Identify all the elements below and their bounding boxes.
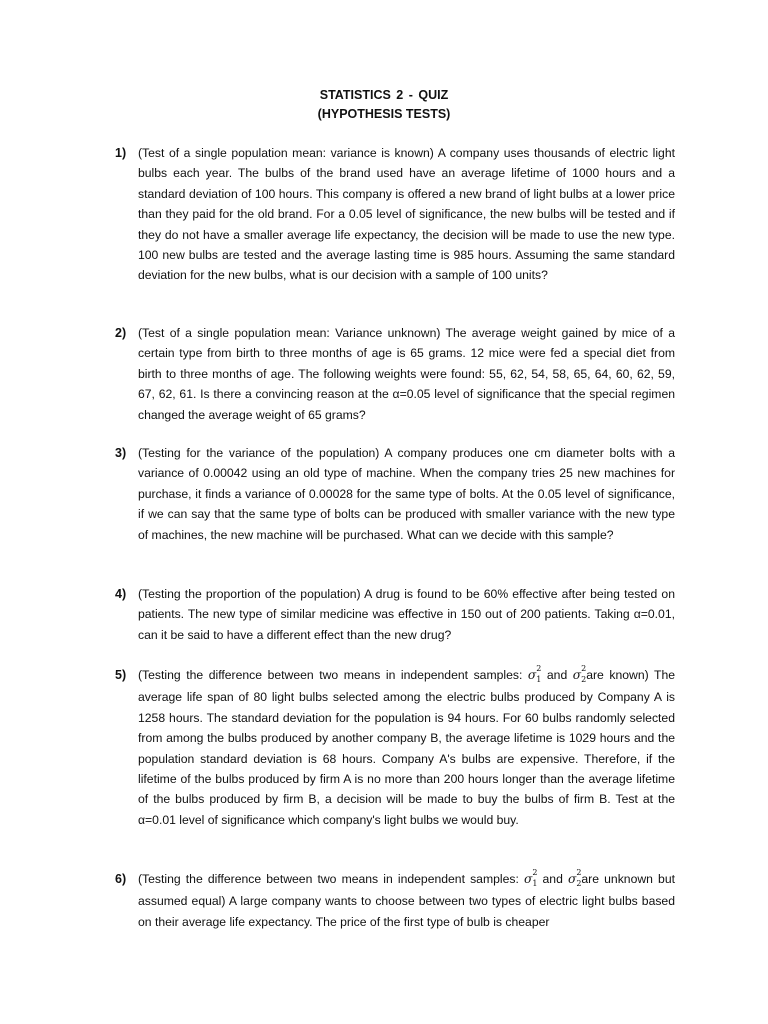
question-text: (Test of a single population mean: variance is known) A company uses thousands of electric light bulbs each year. The bulbs of the brand used have an average lifetime of 1000 hours and a standard deviation of 100 hours. This company is offered a new brand of light bulbs at a lower price than they paid for the old brand. For a 0.05 level of significance, the new bulbs will be tested and if they do not have a smaller average life expectancy, the decision will be made to use the new type. 100 new bulbs are tested and the average lasting time is 985 hours. Assuming the same standard deviation for the new bulbs, what is our decision with a sample of 100 units? — [138, 146, 675, 283]
question-text-rest: are known) The average life span of 80 light bulbs selected among the electric bulbs produced by Company A is 1258 hours. The standard deviation for the population is 94 hours. For 60 bulbs randomly selected from among the bulbs produced by another company B, the average lifetime is 1029 hours and the population standard deviation is 68 hours. Company A's bulbs are expensive. Therefore, if the lifetime of the bulbs produced by firm A is no more than 200 hours longer than the average lifetime of the bulbs produced by firm B, a decision will be made to buy the bulbs of firm B. Test at the α=0.01 level of significance which company's light bulbs we would buy. — [138, 668, 675, 827]
question-2 — [115, 323, 675, 425]
sigma-1-squared: σ 2 1 — [523, 868, 538, 888]
document-subtitle: (HYPOTHESIS TESTS) — [317, 107, 451, 121]
question-text: (Testing the proportion of the population) A drug is found to be 60% effective after being tested on patients. The new type of similar medicine was effective in 150 out of 200 patients. Taking α=0.01, can it be said to have a different effect than the new drug? — [138, 587, 675, 642]
question-text — [138, 869, 675, 932]
sigma-2-squared: σ 2 2 — [572, 664, 587, 684]
question-text: (Test of a single population mean: Variance unknown) The average weight gained by mice of a certain type from birth to three months of age is 65 grams. 12 mice were fed a special diet from birth to three months of age. The following weights were found: 55, 62, 54, 58, 65, 64, 60, 62, 59, 67, 62, 61. Is there a convincing reason at the α=0.05 level of significance that the special regimen changed the average weight of 65 grams? — [138, 326, 675, 422]
conjunction: and — [541, 668, 573, 682]
question-text-lead: (Testing the difference between two means in independent samples: — [138, 668, 528, 682]
question-number: 2) — [115, 326, 127, 340]
question-text: (Testing for the variance of the population) A company produces one cm diameter bolts with a variance of 0.00042 using an old type of machine. When the company tries 25 new machines for purchase, it finds a variance of 0.00028 for the same type of bolts. At the 0.05 level of significance, if we can say that the same type of bolts can be produced with smaller variance with the new type of machines, the new machine will be purchased. What can we decide with this sample? — [138, 446, 675, 542]
question-text-rest: are unknown but assumed equal) A large company wants to choose between two types of electric light bulbs based on their average life expectancy. The price of the first type of bulb is cheaper — [138, 872, 675, 929]
question-number: 3) — [115, 446, 127, 460]
sigma-2-squared: σ 2 2 — [567, 868, 582, 888]
question-number: 6) — [115, 872, 127, 886]
question-text-lead: (Testing the difference between two means in independent samples: — [138, 872, 524, 886]
question-number: 5) — [115, 668, 127, 682]
question-6 — [115, 869, 675, 932]
sigma-1-squared: σ 2 1 — [527, 664, 542, 684]
question-4 — [115, 584, 675, 645]
conjunction: and — [537, 872, 568, 886]
question-1 — [115, 143, 675, 286]
document-title: STATISTICS 2 - QUIZ — [319, 88, 449, 102]
question-number: 1) — [115, 146, 127, 160]
question-5 — [115, 665, 675, 830]
question-3 — [115, 443, 675, 545]
question-text — [138, 665, 675, 830]
question-number: 4) — [115, 587, 127, 601]
